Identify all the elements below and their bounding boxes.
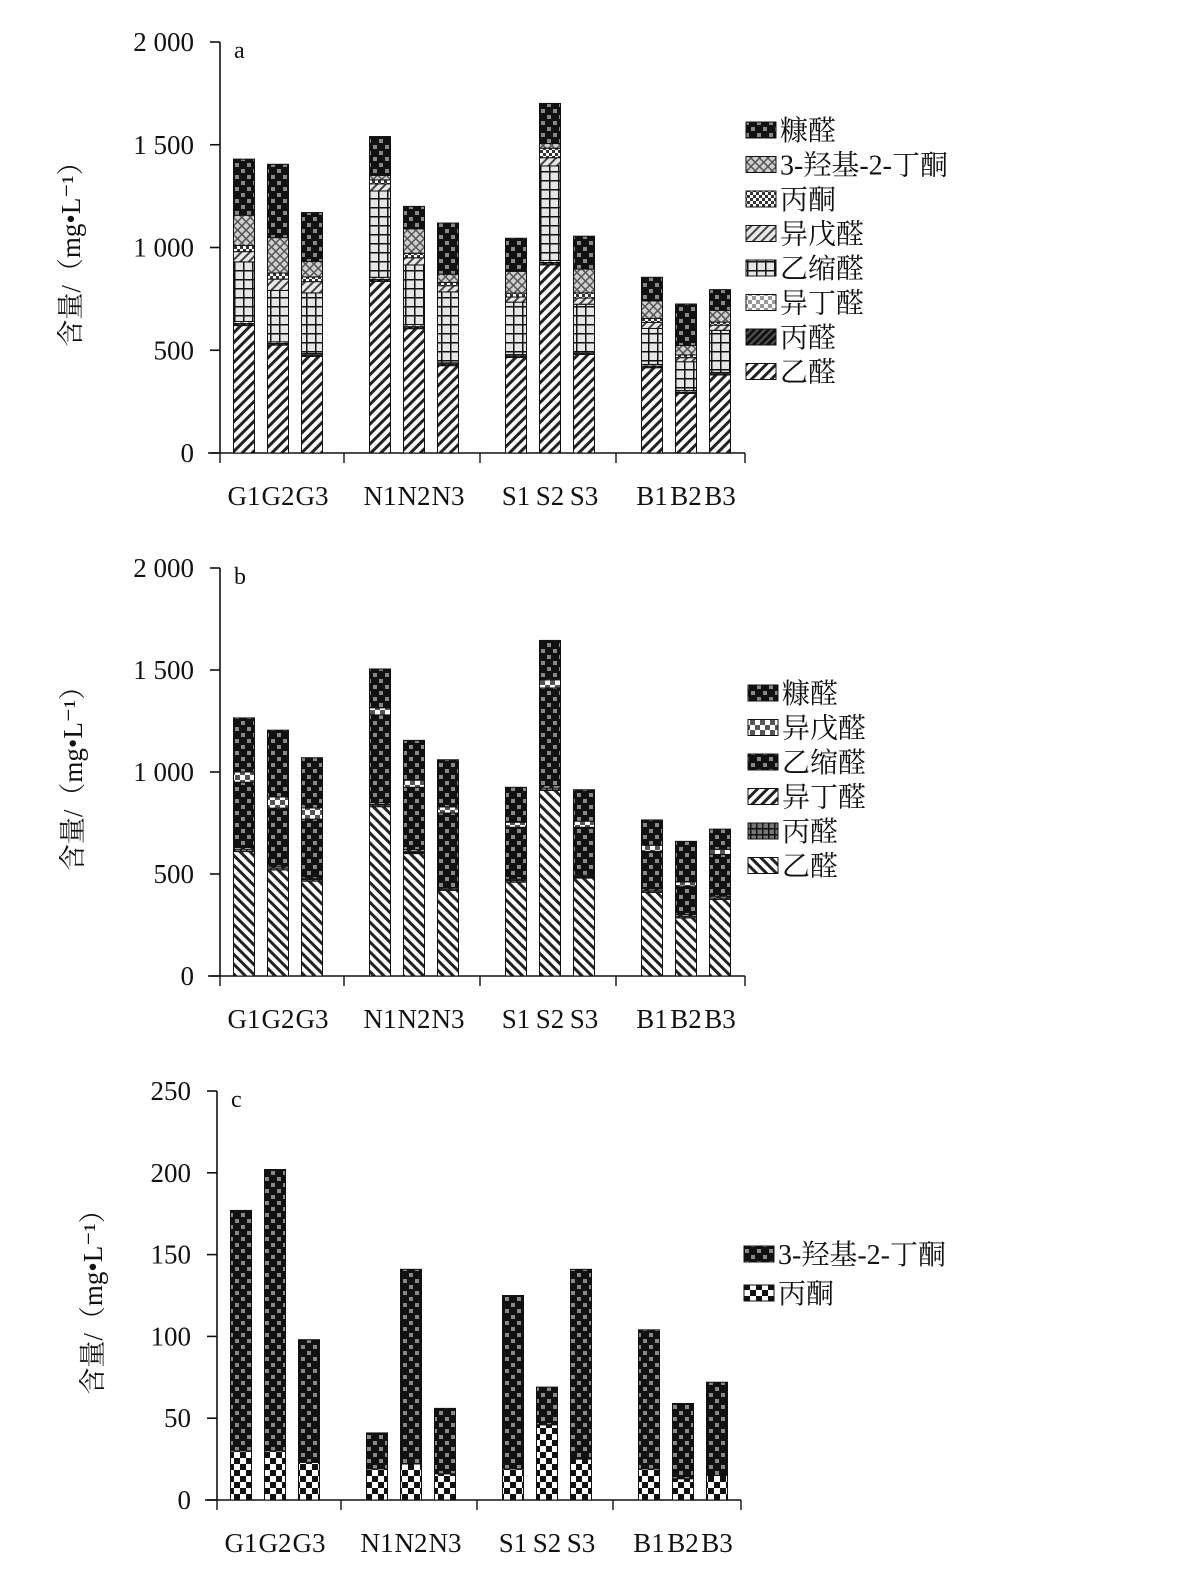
legend-label: 异丁醛	[780, 288, 865, 320]
bar-segment	[676, 346, 697, 355]
bar-segment	[571, 1459, 592, 1500]
y-tick-label: 500	[153, 335, 194, 366]
bar-segment	[707, 1475, 728, 1500]
bar-segment	[537, 1425, 558, 1500]
bar-segment	[268, 164, 289, 237]
legend-label: 糠醛	[782, 679, 839, 710]
legend-label: 异丁醛	[782, 782, 867, 814]
y-tick-label: 0	[180, 438, 194, 468]
y-tick-label: 0	[180, 961, 194, 991]
y-tick-label: 0	[177, 1485, 191, 1515]
bar-segment	[268, 345, 289, 453]
bar-segment	[574, 236, 595, 269]
bar-segment	[435, 1474, 456, 1500]
legend-swatch	[748, 720, 778, 736]
bar-segment	[710, 290, 731, 311]
bar-segment	[268, 238, 289, 273]
bar-segment	[506, 238, 527, 271]
panel-label: a	[234, 38, 245, 64]
x-tick-label: N1	[363, 1004, 397, 1034]
x-tick-label: S1	[501, 1004, 531, 1034]
bar-segment	[370, 281, 391, 453]
y-axis-label: 含量/（mg•L⁻¹）	[78, 1196, 108, 1395]
x-tick-label: B1	[636, 481, 668, 511]
bar-segment	[302, 293, 323, 354]
bar-segment	[302, 282, 323, 293]
bar-segment	[540, 148, 561, 157]
bar-segment	[676, 358, 697, 362]
bar-segment	[639, 1469, 660, 1500]
bar-segment	[302, 213, 323, 262]
bar-segment	[540, 265, 561, 453]
legend-swatch	[746, 157, 776, 173]
bar-segment	[707, 1382, 728, 1475]
x-tick-label: G1	[224, 1528, 258, 1558]
bar-segment	[642, 318, 663, 322]
bar-segment	[642, 277, 663, 301]
bar-segment	[642, 301, 663, 318]
bar-segment	[574, 878, 595, 976]
x-tick-label: G3	[292, 1528, 326, 1558]
legend-label: 丙酮	[780, 185, 837, 216]
x-tick-label: N1	[363, 481, 397, 511]
bar-segment	[370, 807, 391, 976]
bar-segment	[234, 782, 255, 847]
bar-segment	[506, 302, 527, 354]
legend-label: 丙醛	[780, 323, 837, 354]
bar-segment	[370, 184, 391, 191]
bar-segment	[370, 137, 391, 176]
bar-segment	[710, 849, 731, 854]
y-axis-label: 含量/（mg•L⁻¹）	[56, 148, 86, 347]
legend-label: 丙醛	[782, 817, 839, 848]
legend-swatch	[746, 295, 776, 311]
legend-label: 异戊醛	[782, 713, 867, 745]
bar-segment	[268, 870, 289, 976]
legend-label: 3-羟基-2-丁酮	[778, 1240, 946, 1271]
bar-segment	[574, 827, 595, 875]
legend-swatch	[744, 1246, 774, 1262]
bar-segment	[574, 269, 595, 293]
legend-label: 3-羟基-2-丁酮	[780, 150, 948, 182]
bar-segment	[639, 1330, 660, 1469]
bar-segment	[438, 286, 459, 292]
y-tick-label: 1 000	[133, 757, 194, 787]
y-tick-label: 1 500	[133, 129, 194, 160]
legend-swatch	[748, 823, 778, 839]
x-tick-label: B3	[701, 1528, 733, 1558]
bar-segment	[234, 245, 255, 251]
x-tick-label: N2	[397, 481, 431, 511]
bar-segment	[506, 827, 527, 879]
bar-segment	[438, 292, 459, 363]
legend-label: 丙酮	[778, 1279, 835, 1310]
bar-segment	[574, 821, 595, 827]
x-tick-label: S2	[535, 1004, 565, 1034]
bar-segment	[540, 688, 561, 786]
y-tick-label: 50	[164, 1403, 191, 1434]
bar-segment	[574, 304, 595, 351]
bar-segment	[506, 787, 527, 822]
legend-swatch	[746, 260, 776, 276]
bar-segment	[438, 813, 459, 887]
bar-segment	[506, 293, 527, 297]
bar-segment	[438, 807, 459, 813]
bar-segment	[302, 277, 323, 282]
bar-segment	[540, 144, 561, 149]
x-tick-label: B1	[636, 1004, 668, 1034]
y-tick-label: 1 000	[133, 232, 194, 263]
bar-segment	[642, 328, 663, 364]
bar-segment	[710, 829, 731, 849]
x-tick-label: S1	[501, 481, 531, 511]
legend-label: 糠醛	[780, 116, 837, 147]
bar-segment	[574, 354, 595, 453]
bar-segment	[710, 310, 731, 322]
bar-segment	[506, 271, 527, 293]
legend-swatch	[748, 789, 778, 805]
x-tick-label: S3	[566, 1528, 596, 1558]
bar-segment	[302, 261, 323, 276]
y-axis-label: 含量/（mg•L⁻¹）	[58, 672, 88, 872]
bar-segment	[302, 819, 323, 878]
bar-segment	[404, 329, 425, 453]
bar-segment	[268, 797, 289, 808]
x-tick-label: G2	[261, 481, 295, 511]
bar-segment	[642, 820, 663, 845]
bar-segment	[506, 297, 527, 302]
bar-segment	[438, 223, 459, 274]
bar-segment	[642, 851, 663, 889]
bar-segment	[404, 787, 425, 849]
bar-segment	[676, 304, 697, 346]
legend-swatch	[746, 191, 776, 207]
legend-label: 乙醛	[780, 357, 837, 389]
x-tick-label: S3	[569, 1004, 599, 1034]
bar-segment	[506, 357, 527, 453]
bar-segment	[404, 229, 425, 253]
bar-segment	[370, 175, 391, 180]
bar-segment	[676, 882, 697, 886]
chart-panel-c	[78, 1076, 946, 1558]
bar-segment	[268, 730, 289, 797]
bar-segment	[234, 772, 255, 782]
y-tick-label: 100	[150, 1321, 191, 1352]
bar-segment	[268, 273, 289, 279]
x-tick-label: B1	[633, 1528, 665, 1558]
bar-segment	[540, 103, 561, 143]
bar-segment	[710, 854, 731, 896]
bar-segment	[540, 158, 561, 166]
bar-segment	[676, 362, 697, 391]
bar-segment	[438, 760, 459, 807]
bar-segment	[540, 166, 561, 261]
legend-swatch	[746, 226, 776, 242]
bar-segment	[676, 841, 697, 882]
chart-panel-b	[58, 553, 866, 1034]
x-tick-label: G3	[295, 481, 329, 511]
x-tick-label: N2	[397, 1004, 431, 1034]
bar-segment	[710, 900, 731, 977]
bar-segment	[506, 822, 527, 827]
bar-segment	[404, 740, 425, 780]
bar-segment	[642, 845, 663, 851]
bar-segment	[302, 881, 323, 976]
legend-swatch	[748, 685, 778, 701]
legend-swatch	[748, 754, 778, 770]
bar-segment	[404, 780, 425, 787]
bar-segment	[268, 290, 289, 341]
legend-swatch	[748, 858, 778, 874]
bar-segment	[574, 298, 595, 304]
bar-segment	[710, 325, 731, 330]
x-tick-label: N3	[431, 481, 465, 511]
x-tick-label: B2	[667, 1528, 699, 1558]
legend-label: 乙缩醛	[782, 748, 867, 779]
bar-segment	[231, 1451, 252, 1500]
bar-segment	[503, 1469, 524, 1500]
bar-segment	[367, 1469, 388, 1500]
y-tick-label: 1 500	[133, 655, 194, 685]
x-tick-label: S2	[532, 1528, 562, 1558]
legend-label: 乙缩醛	[780, 254, 865, 285]
bar-segment	[265, 1170, 286, 1451]
x-tick-label: B3	[704, 1004, 736, 1034]
x-tick-label: S2	[535, 481, 565, 511]
x-tick-label: G1	[227, 1004, 261, 1034]
chart-panel-a	[56, 27, 948, 511]
bar-segment	[571, 1269, 592, 1459]
y-tick-label: 200	[150, 1157, 191, 1188]
x-tick-label: N1	[360, 1528, 394, 1558]
bar-segment	[642, 892, 663, 976]
x-tick-label: N2	[394, 1528, 428, 1558]
bar-segment	[231, 1210, 252, 1450]
bar-segment	[370, 715, 391, 803]
bar-segment	[404, 265, 425, 325]
bar-segment	[438, 366, 459, 453]
x-tick-label: B2	[670, 481, 702, 511]
bar-segment	[540, 640, 561, 679]
x-tick-label: S1	[498, 1528, 528, 1558]
bar-segment	[540, 680, 561, 688]
bar-segment	[234, 252, 255, 262]
legend-label: 乙醛	[782, 851, 839, 883]
bar-segment	[268, 808, 289, 866]
bar-segment	[404, 258, 425, 265]
bar-segment	[676, 886, 697, 915]
legend-swatch	[746, 122, 776, 138]
bar-segment	[435, 1408, 456, 1473]
bar-segment	[676, 918, 697, 976]
y-tick-label: 250	[150, 1076, 191, 1106]
bar-segment	[370, 669, 391, 708]
bar-segment	[370, 191, 391, 277]
panel-label: c	[231, 1087, 242, 1113]
x-tick-label: G3	[295, 1004, 329, 1034]
bar-segment	[404, 854, 425, 976]
bar-segment	[234, 326, 255, 453]
x-tick-label: B3	[704, 481, 736, 511]
x-tick-label: N3	[428, 1528, 462, 1558]
x-tick-label: N3	[431, 1004, 465, 1034]
x-tick-label: G1	[227, 481, 261, 511]
legend-swatch	[746, 329, 776, 345]
bar-segment	[234, 262, 255, 322]
x-tick-label: S3	[569, 481, 599, 511]
bar-segment	[710, 375, 731, 453]
bar-segment	[642, 322, 663, 328]
legend-label: 异戊醛	[780, 219, 865, 251]
bar-segment	[537, 1387, 558, 1425]
legend-swatch	[744, 1285, 774, 1301]
bar-segment	[234, 718, 255, 772]
bar-segment	[438, 274, 459, 282]
panel-label: b	[234, 564, 246, 590]
bar-segment	[401, 1464, 422, 1500]
bar-segment	[574, 790, 595, 821]
bar-segment	[673, 1479, 694, 1500]
bar-segment	[540, 790, 561, 976]
x-tick-label: B2	[670, 1004, 702, 1034]
bar-segment	[302, 758, 323, 808]
bar-segment	[302, 808, 323, 819]
bar-segment	[438, 890, 459, 976]
bar-segment	[370, 708, 391, 715]
bar-segment	[503, 1296, 524, 1469]
bar-segment	[367, 1433, 388, 1469]
bar-segment	[299, 1462, 320, 1500]
bar-segment	[265, 1451, 286, 1500]
bar-segment	[404, 253, 425, 258]
bar-segment	[404, 206, 425, 228]
bar-segment	[642, 368, 663, 453]
y-tick-label: 2 000	[133, 27, 194, 57]
bar-segment	[234, 215, 255, 245]
bar-segment	[574, 293, 595, 298]
bar-segment	[302, 356, 323, 453]
bar-segment	[506, 882, 527, 976]
bar-segment	[234, 159, 255, 215]
bar-segment	[234, 852, 255, 976]
y-tick-label: 2 000	[133, 553, 194, 583]
y-tick-label: 500	[153, 859, 194, 889]
legend-swatch	[746, 364, 776, 380]
bar-segment	[710, 330, 731, 372]
bar-segment	[268, 279, 289, 290]
x-tick-label: G2	[261, 1004, 295, 1034]
y-tick-label: 150	[150, 1239, 191, 1270]
bar-segment	[370, 180, 391, 184]
bar-segment	[673, 1403, 694, 1478]
bar-segment	[676, 393, 697, 453]
x-tick-label: G2	[258, 1528, 292, 1558]
bar-segment	[299, 1340, 320, 1463]
bar-segment	[401, 1269, 422, 1464]
